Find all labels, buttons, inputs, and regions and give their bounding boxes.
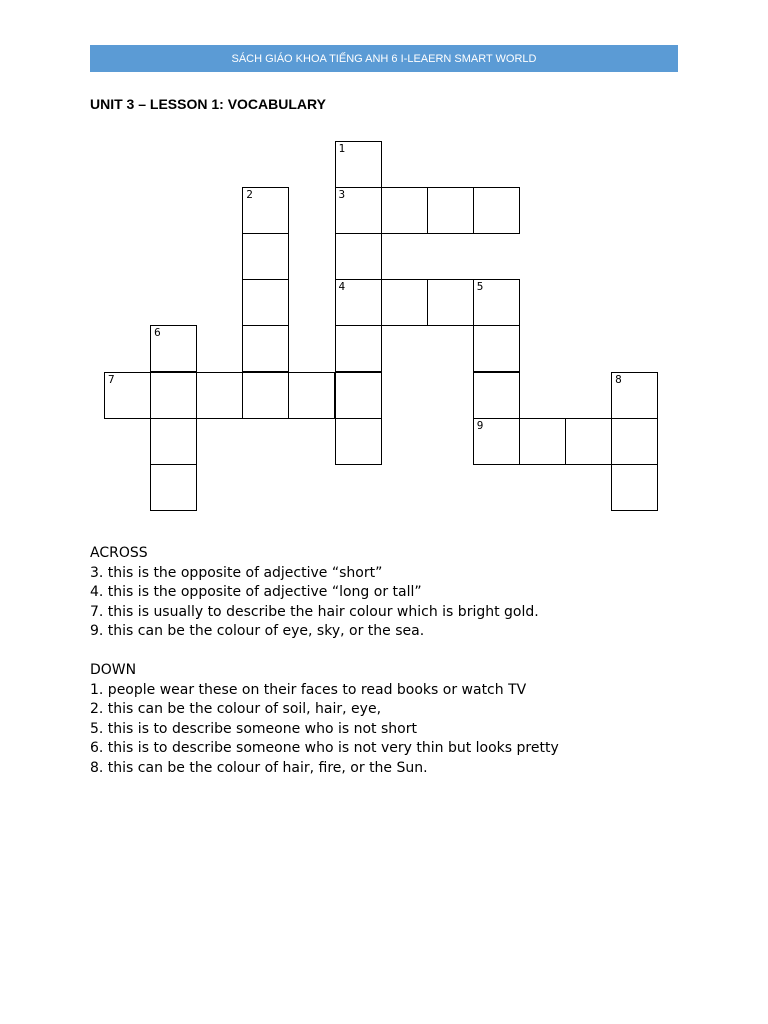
- down-clues: [90, 661, 730, 778]
- down-clue: 1. people wear these on their faces to read books or watch TV: [90, 681, 527, 698]
- crossword-cell: [104, 372, 151, 419]
- crossword-cell: [150, 418, 197, 465]
- crossword-cell: [611, 418, 658, 465]
- crossword-cell: [565, 418, 612, 465]
- down-clue: 5. this is to describe someone who is not short: [90, 720, 417, 737]
- clue-number: 1: [338, 142, 346, 155]
- clue-number: 6: [154, 326, 161, 340]
- clue-number: 8: [615, 372, 622, 386]
- crossword-cell: [381, 187, 428, 234]
- across-clue: 4. this is the opposite of adjective “long or tall”: [90, 584, 422, 600]
- crossword-cell: [242, 187, 289, 234]
- crossword-cell: [335, 141, 382, 188]
- crossword-cell: [335, 372, 382, 419]
- down-clue: 6. this is to describe someone who is not very thin but looks pretty: [90, 740, 559, 756]
- crossword-cell: [242, 325, 289, 372]
- crossword-cell: [335, 279, 382, 326]
- crossword-cell: [242, 233, 289, 280]
- crossword-cell: [288, 372, 335, 419]
- crossword-cell: [335, 187, 382, 234]
- clue-number: 2: [246, 188, 253, 202]
- crossword-cell: [150, 325, 197, 372]
- clue-number: 3: [338, 188, 346, 202]
- crossword-cell: [335, 325, 382, 372]
- across-clues: [90, 544, 730, 642]
- crossword-cell: [611, 372, 658, 419]
- across-clue: 7. this is usually to describe the hair colour which is bright gold.: [90, 603, 539, 620]
- crossword-cell: [473, 279, 520, 326]
- down-clue: 8. this can be the colour of hair, fire, or the Sun.: [90, 759, 428, 776]
- clue-number: 9: [476, 418, 484, 432]
- down-heading: DOWN: [90, 662, 137, 678]
- clue-number: 5: [476, 280, 484, 294]
- crossword-cell: [242, 372, 289, 419]
- clue-number: 7: [108, 372, 115, 386]
- crossword-cell: [473, 325, 520, 372]
- crossword-cell: [150, 464, 197, 511]
- crossword-cell: [473, 418, 520, 465]
- crossword-cell: [519, 418, 566, 465]
- crossword-cell: [335, 233, 382, 280]
- crossword-cell: [381, 279, 428, 326]
- crossword-cell: [611, 464, 658, 511]
- down-clue: 2. this can be the colour of soil, hair, eye,: [90, 701, 382, 717]
- clue-number: 4: [338, 280, 346, 294]
- clues-section: [90, 544, 730, 798]
- crossword-cell: [335, 418, 382, 465]
- crossword-cell: [427, 279, 474, 326]
- crossword-cell: [473, 372, 520, 419]
- across-clue: 3. this is the opposite of adjective “short”: [90, 564, 383, 581]
- crossword-cell: [196, 372, 243, 419]
- crossword-cell: [473, 187, 520, 234]
- across-clue: 9. this can be the colour of eye, sky, or the sea.: [90, 623, 425, 639]
- page-header-banner: SÁCH GIÁO KHOA TIẾNG ANH 6 I-LEAERN SMART WORLD: [90, 45, 678, 72]
- across-heading: ACROSS: [90, 545, 148, 561]
- page-title: UNIT 3 – LESSON 1: VOCABULARY: [90, 96, 326, 112]
- crossword-cell: [242, 279, 289, 326]
- crossword-cell: [427, 187, 474, 234]
- crossword-cell: [150, 372, 197, 419]
